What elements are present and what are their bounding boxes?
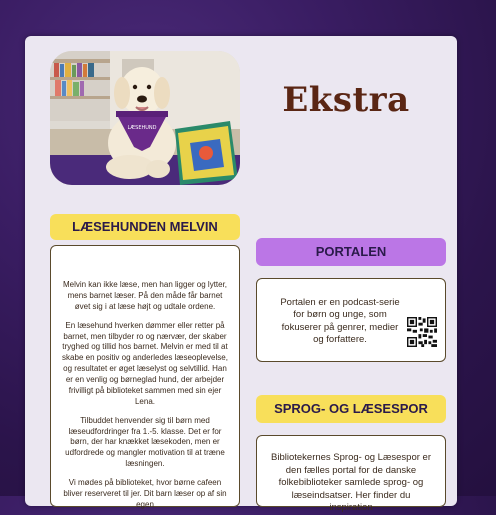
section-heading-portalen: PORTALEN [256, 238, 446, 266]
section-heading-laesehunden: LÆSEHUNDEN MELVIN [50, 214, 240, 240]
sprog-og-laesespor-text-box [256, 435, 446, 514]
section-heading-sprog-og-laesespor: SPROG- OG LÆSESPOR [256, 395, 446, 423]
laesehunden-paragraph-2: En læsehund hverken dømmer eller retter på barnet, men tilbyder ro og nærvær, der skaber tryghed og tillid hos barnet. Melvin er med til at skabe en positiv og anderledes læseoplevelse, og resultatet er øget læselyst og selvtillid. Han er en venlig og børneglad hund, der arbejder frivilligt på biblioteket sammen med sin ejer Lena. [62, 320, 228, 406]
laesehunden-paragraph-3: Tilbuddet henvender sig til børn med læseudfordringer fra 1.-5. klasse. Det er for børn, der har knækket læsekoden, men er udfordrede og mangler motivation til at træne læsningen. [65, 415, 225, 469]
sprog-og-laesespor-text: Bibliotekernes Sprog- og Læsespor er den fælles portal for de danske folkebiblioteker samlede sprog- og læseindsatser. Her finder du inspiration [271, 452, 432, 514]
portalen-text-box [256, 278, 446, 362]
laesehunden-paragraph-1: Melvin kan ikke læse, men han ligger og lytter, mens barnet læser. På den måde får barnet øvet sig i at læse højt og udtale ordene. [62, 280, 228, 311]
dog-photo-illustration [50, 51, 240, 185]
laesehunden-text-box [50, 245, 240, 507]
svg-text:LÆSEHUND: LÆSEHUND [127, 125, 157, 131]
reading-dog-photo [50, 51, 240, 185]
laesehunden-paragraph-4: Vi mødes på biblioteket, hvor børne cafeen bliver reserveret til jer. Dit barn læser op af sin egen [63, 478, 227, 509]
qr-code-icon[interactable] [407, 317, 437, 347]
page-title: Ekstra [282, 80, 410, 120]
portalen-text: Portalen er en podcast-serie for børn og unge, som fokuserer på genrer, medier og forfattere. [280, 297, 400, 346]
